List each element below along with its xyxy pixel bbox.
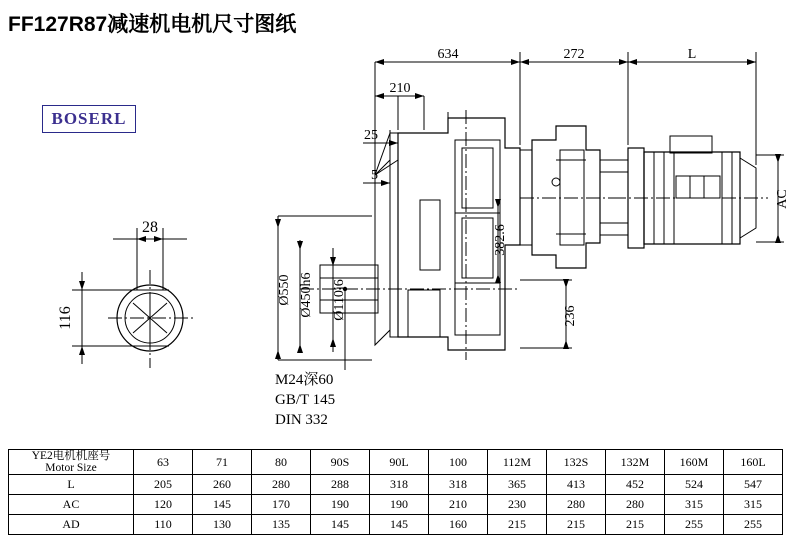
dim-AC: AC: [775, 189, 790, 209]
table-header-cell: 160M: [665, 450, 724, 475]
table-header-cell: 90L: [370, 450, 429, 475]
table-header-label: [9, 450, 134, 475]
table-header-cell: 132M: [606, 450, 665, 475]
table-cell: 130: [193, 515, 252, 535]
table-cell: 190: [370, 495, 429, 515]
table-cell: 160: [429, 515, 488, 535]
table-row-label: AC: [9, 495, 134, 515]
table-cell: 215: [547, 515, 606, 535]
table-cell: 135: [252, 515, 311, 535]
table-cell: 280: [547, 495, 606, 515]
table-cell: 318: [370, 475, 429, 495]
table-cell: 315: [724, 495, 783, 515]
table-cell: 255: [724, 515, 783, 535]
table-header-cell: 71: [193, 450, 252, 475]
table-cell: 145: [311, 515, 370, 535]
brand-logo: BOSERL: [42, 105, 136, 133]
table-row: [9, 495, 783, 515]
table-cell: 288: [311, 475, 370, 495]
table-cell: 215: [488, 515, 547, 535]
table-cell: 524: [665, 475, 724, 495]
dim-d550: Ø550: [277, 274, 292, 306]
page-title: FF127R87减速机电机尺寸图纸: [8, 13, 297, 36]
table-row-label: AD: [9, 515, 134, 535]
table-cell: 205: [134, 475, 193, 495]
dim-272: 272: [563, 47, 585, 62]
dim-d450h6: Ø450h6: [299, 272, 314, 318]
table-header-cell: 63: [134, 450, 193, 475]
table-row-label: L: [9, 475, 134, 495]
table-header-cell: 132S: [547, 450, 606, 475]
dim-236: 236: [563, 305, 578, 327]
table-cell: 145: [370, 515, 429, 535]
table-cell: 190: [311, 495, 370, 515]
table-header-cell: 160L: [724, 450, 783, 475]
dim-25: 25: [364, 128, 378, 143]
dim-L: L: [687, 47, 697, 62]
dim-634: 634: [437, 47, 459, 62]
table-cell: 280: [252, 475, 311, 495]
table-header-cell: 112M: [488, 450, 547, 475]
table-header-cell: 100: [429, 450, 488, 475]
note-line-2: GB/T 145: [275, 392, 336, 408]
table-cell: 452: [606, 475, 665, 495]
gearbox-assembly: [300, 110, 768, 360]
table-cell: 255: [665, 515, 724, 535]
dim-5: 5: [371, 168, 378, 183]
motor-size-table: [8, 449, 783, 535]
note-line-1: M24深60: [275, 372, 334, 388]
table-cell: 120: [134, 495, 193, 515]
table-cell: 210: [429, 495, 488, 515]
dim-d110j6: Ø110j6: [332, 279, 347, 321]
table-cell: 315: [665, 495, 724, 515]
dim-210: 210: [389, 81, 411, 96]
dim-28: 28: [142, 219, 158, 236]
right-dimensions: [495, 154, 784, 349]
left-side-view: [72, 228, 196, 368]
table-row: [9, 515, 783, 535]
table-cell: 365: [488, 475, 547, 495]
dim-116: 116: [57, 306, 74, 330]
table-cell: 260: [193, 475, 252, 495]
note-line-3: DIN 332: [275, 412, 328, 428]
table-row: [9, 475, 783, 495]
table-header-cell: 80: [252, 450, 311, 475]
table-header-cell: 90S: [311, 450, 370, 475]
dim-382-6: 382.6: [493, 224, 508, 256]
table-cell: 145: [193, 495, 252, 515]
table-cell: 230: [488, 495, 547, 515]
table-header-row: [9, 450, 783, 475]
table-header-label-en: Motor Size: [45, 462, 97, 475]
table-cell: 413: [547, 475, 606, 495]
table-cell: 170: [252, 495, 311, 515]
table-cell: 318: [429, 475, 488, 495]
table-cell: 110: [134, 515, 193, 535]
table-cell: 280: [606, 495, 665, 515]
table-cell: 215: [606, 515, 665, 535]
table-header-label-cn: YE2电机机座号: [31, 450, 111, 462]
table-cell: 547: [724, 475, 783, 495]
